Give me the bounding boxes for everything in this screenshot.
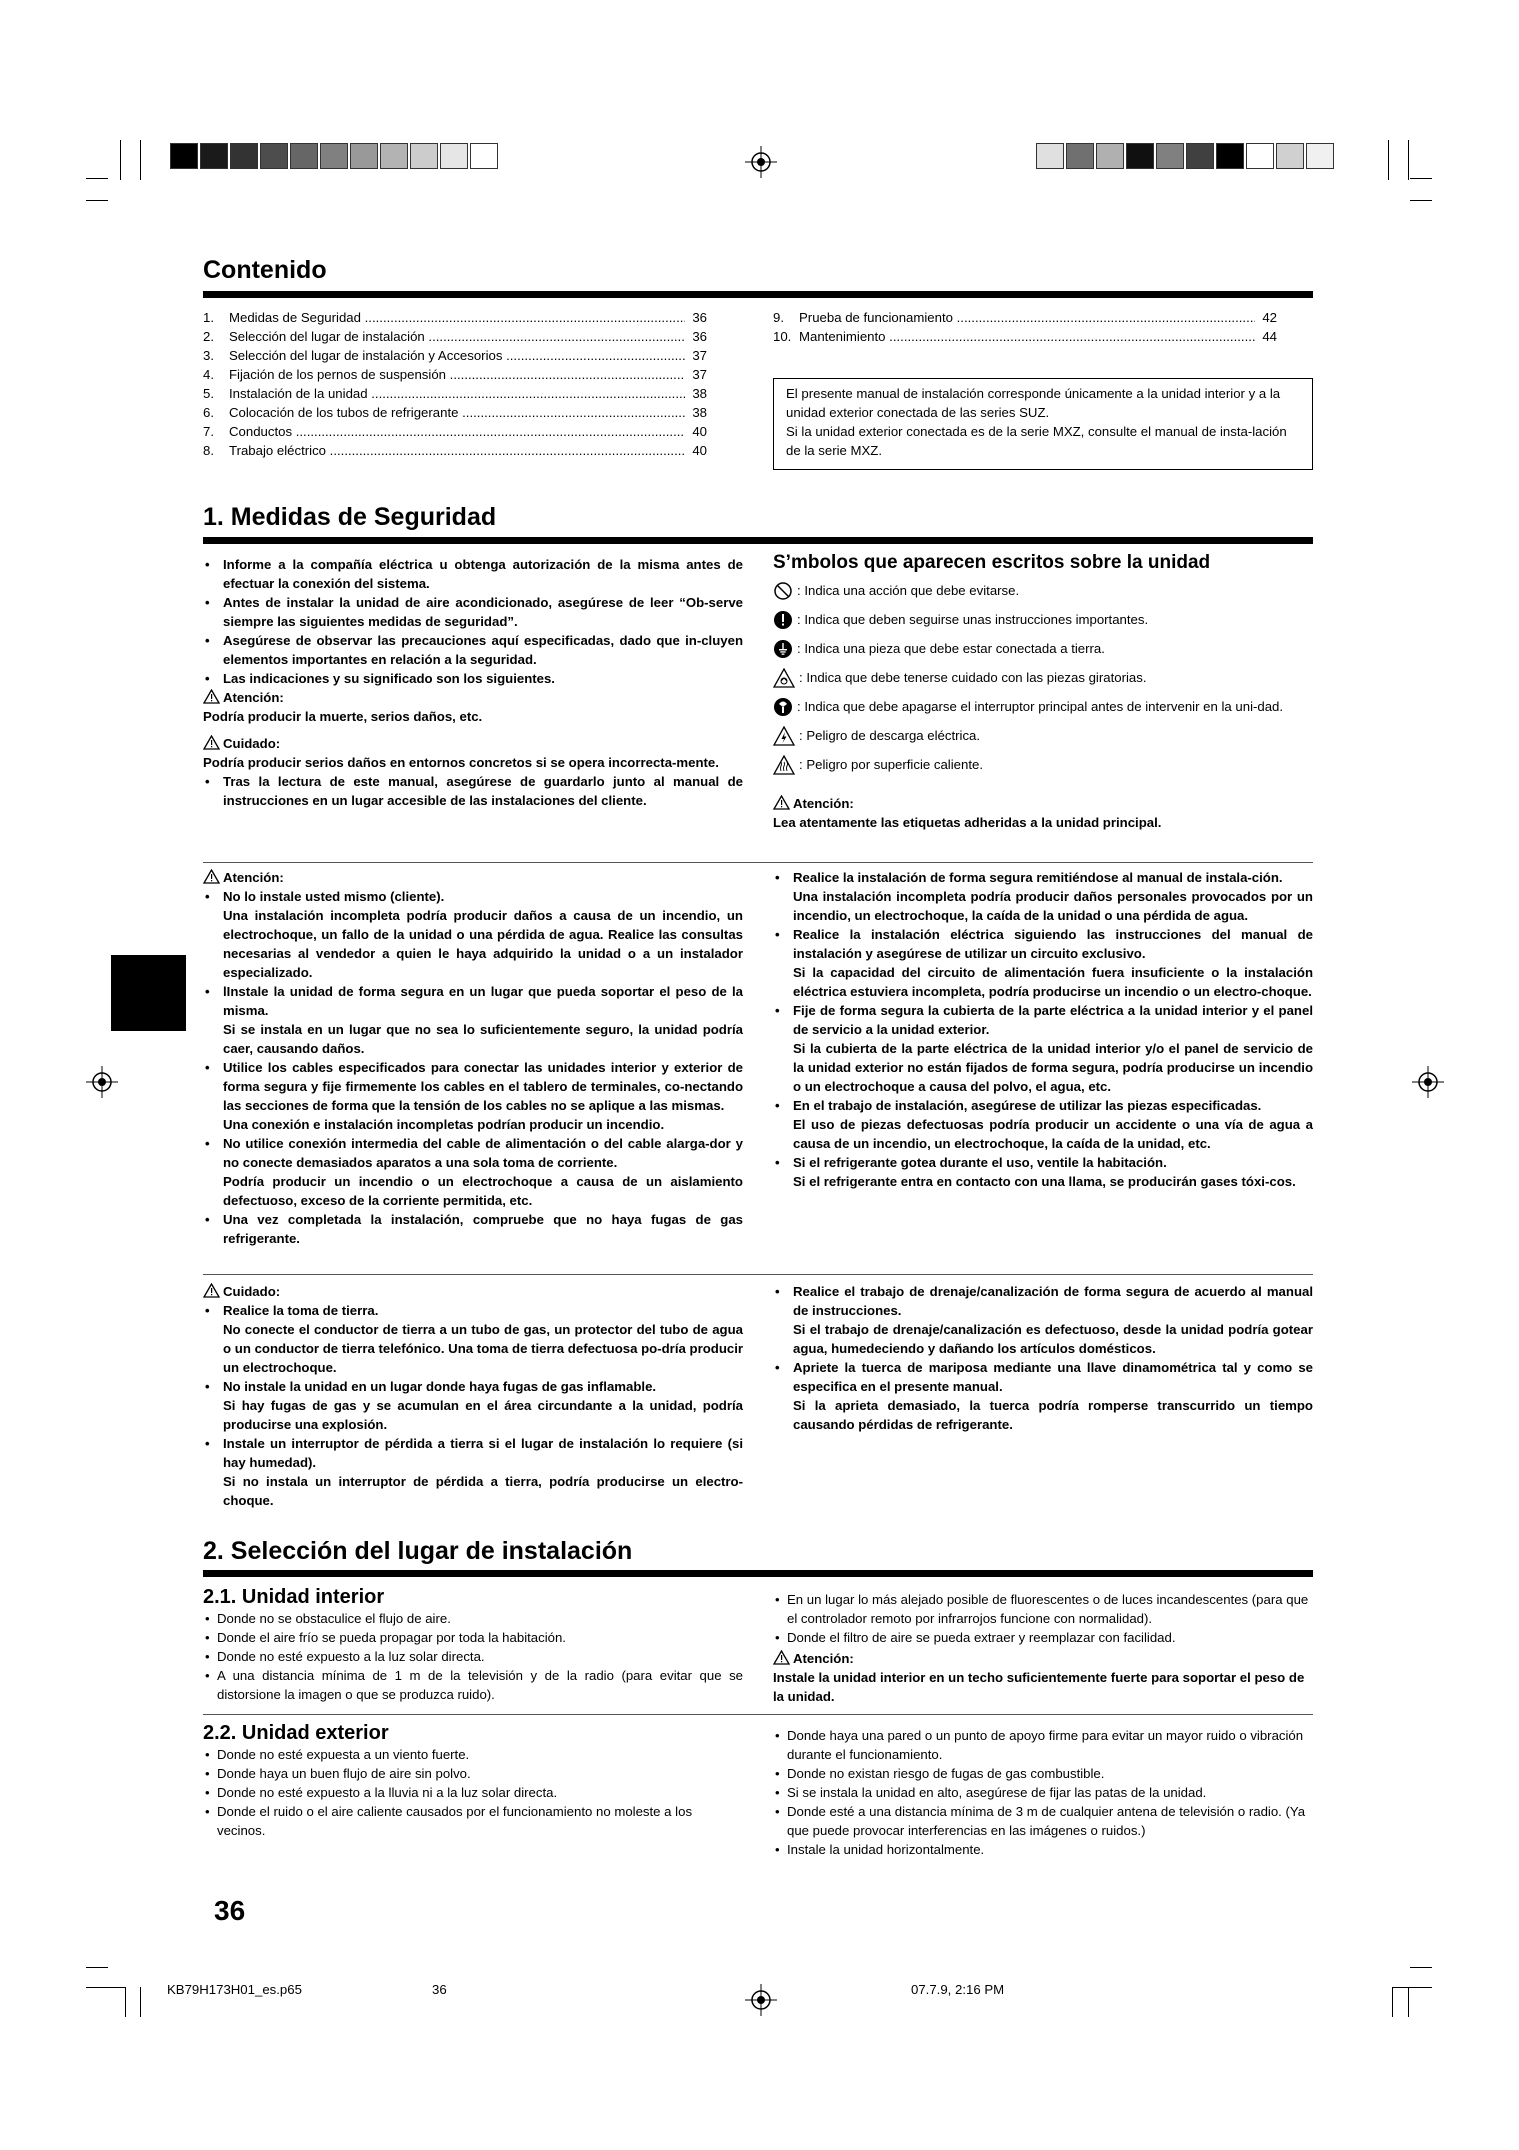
symbol-text: : Indica que debe tenerse cuidado con las piezas giratorias. (799, 670, 1147, 685)
toc-label: Selección del lugar de instalación y Accesorios ..... (229, 346, 685, 365)
sym-atencion-text: Lea atentamente las etiquetas adheridas a la unidad principal. (773, 815, 1162, 830)
toc-label: Prueba de funcionamiento ..... (799, 308, 1255, 327)
symbol-text: : Indica que deben seguirse unas instrucciones importantes. (797, 612, 1149, 627)
divider (203, 862, 1313, 863)
s2-2-right (773, 1726, 1313, 1859)
section-2-rule (203, 1570, 1313, 1577)
toc-note-box (773, 378, 1313, 470)
toc-entry (203, 422, 707, 441)
item-text: Si la cubierta de la parte eléctrica de la unidad interior y/o el panel de servicio de la unidad exterior no están fijados de forma segura, podría producirse un incendio o un electrochoque a causa del polvo, el agua, etc. (793, 1041, 1313, 1094)
toc-page: 38 (692, 405, 707, 420)
crop-mark (140, 1987, 141, 2017)
caution-item (773, 1282, 1313, 1358)
warning-item (773, 1153, 1313, 1191)
toc-title: Contenido (203, 256, 327, 284)
location-item: • Donde esté a una distancia mínima de 3 m de cualquier antena de televisión o radio. (Ya que puede provocar interferencias en las imágenes o ruidos.) (773, 1802, 1313, 1840)
toc-num: 8. (203, 443, 214, 458)
warning-icon (203, 689, 220, 704)
toc-page: 36 (692, 310, 707, 325)
warning-item (203, 1210, 743, 1248)
item-heading: No instale la unidad en un lugar donde haya fugas de gas inflamable. (223, 1379, 657, 1394)
symbols-title: S’mbolos que aparecen escritos sobre la unidad (773, 552, 1211, 573)
warning-item (203, 1058, 743, 1134)
language-tab (111, 955, 186, 1031)
toc-note: El presente manual de instalación corresponde únicamente a la unidad interior y a la unidad exterior conectada de las series SUZ. Si la unidad exterior conectada es de la serie MXZ, consulte el manual de insta-lación de la serie MXZ. (786, 386, 1287, 458)
sym-atencion-label: Atención: (793, 796, 854, 811)
divider (203, 1274, 1313, 1275)
page-number: 36 (214, 1895, 246, 1926)
toc-num: 5. (203, 386, 214, 401)
toc-num: 9. (773, 310, 784, 325)
registration-target-icon (1412, 1066, 1444, 1098)
location-item: • Donde el filtro de aire se pueda extraer y reemplazar con facilidad. (773, 1628, 1313, 1647)
subsection-2-1-title: 2.1. Unidad interior (203, 1586, 385, 1608)
crop-mark (86, 200, 108, 201)
footer-date: 07.7.9, 2:16 PM (911, 1982, 1005, 1997)
s2-1-right (773, 1590, 1313, 1706)
crop-mark (86, 1987, 126, 1988)
section-1-title: 1. Medidas de Seguridad (203, 503, 497, 531)
location-item: • Donde no esté expuesta a un viento fuerte. (203, 1745, 743, 1764)
symbol-text: : Indica que debe apagarse el interruptor principal antes de intervenir en la uni-dad. (797, 699, 1284, 714)
crop-mark (125, 1987, 126, 2017)
atencion-text: Podría producir la muerte, serios daños, etc. (203, 709, 483, 724)
toc-entry (203, 384, 707, 403)
toc-num: 7. (203, 424, 214, 439)
warning-item (203, 982, 743, 1058)
toc-num: 1. (203, 310, 214, 325)
cuidado-text: Podría producir serios daños en entornos concretos si se opera incorrecta-mente. (203, 755, 719, 770)
item-text: Si la aprieta demasiado, la tuerca podría romperse transcurrido un tiempo causando pérdidas de refrigerante. (793, 1398, 1313, 1432)
crop-mark (1388, 140, 1389, 180)
item-text: El uso de piezas defectuosas podría producir un accidente o una vía de agua a causa de un incendio, un electrochoque, la caída de la unidad, etc. (793, 1117, 1313, 1151)
location-item: • Donde haya una pared o un punto de apoyo firme para evitar un mayor ruido o vibración durante el funcionamiento. (773, 1726, 1313, 1764)
item-text: Una instalación incompleta podría producir daños personales provocados por un incendio, un electrochoque, la caída de la unidad o una pérdida de agua. (793, 889, 1313, 923)
crop-mark (1392, 1987, 1432, 1988)
symbols-panel (773, 552, 1313, 832)
warning-item (773, 925, 1313, 1001)
divider (203, 1714, 1313, 1715)
toc-entry (203, 308, 707, 327)
item-heading: Realice la toma de tierra. (223, 1303, 379, 1318)
crop-mark (86, 178, 108, 179)
location-item: • Donde no esté expuesto a la lluvia ni a la luz solar directa. (203, 1783, 743, 1802)
toc-entry (773, 327, 1277, 346)
item-heading: Apriete la tuerca de mariposa mediante una llave dinamométrica tal y como se especifica en el presente manual. (793, 1360, 1313, 1394)
toc-num: 10. (773, 329, 792, 344)
toc-page: 37 (692, 367, 707, 382)
warning-item (203, 887, 743, 982)
crop-mark (1410, 200, 1432, 201)
item-heading: En el trabajo de instalación, asegúrese de utilizar las piezas especificadas. (793, 1098, 1262, 1113)
section-1-rule (203, 537, 1313, 544)
item-heading: Instale un interruptor de pérdida a tierra si el lugar de instalación lo requiere (si hay humedad). (223, 1436, 743, 1470)
toc-label: Medidas de Seguridad ..... (229, 308, 685, 327)
item-text: Si se instala en un lugar que no sea lo suficientemente seguro, la unidad podría caer, causando daños. (223, 1022, 743, 1056)
location-item: • En un lugar lo más alejado posible de fluorescentes o de luces incandescentes (para que el controlador remoto por infrarrojos funcione con normalidad). (773, 1590, 1313, 1628)
item-heading: Si el refrigerante gotea durante el uso, ventile la habitación. (793, 1155, 1167, 1170)
item-text: Una conexión e instalación incompletas podrían producir un incendio. (223, 1117, 665, 1132)
crop-mark (1410, 1967, 1432, 1968)
symbol-text: : Peligro por superficie caliente. (799, 757, 983, 772)
location-item: • Instale la unidad horizontalmente. (773, 1840, 1313, 1859)
footer-file: KB79H173H01_es.p65 (167, 1982, 302, 1997)
cuidado-label: Cuidado: (223, 736, 281, 751)
item-text: Una instalación incompleta podría producir daños a causa de un incendio, un electrochoque, un fallo de la unidad o una pérdida de agua. Realice las consultas necesarias al vendedor a quien le haya adquirido la unidad o a un instalador especializado. (223, 908, 743, 980)
caution-block-right (773, 1282, 1313, 1434)
s2-atencion-label: Atención: (793, 1651, 854, 1666)
toc-page: 40 (692, 424, 707, 439)
warning-block-left (203, 868, 743, 1248)
location-item: • Donde el ruido o el aire caliente causados por el funcionamiento no moleste a los vecinos. (203, 1802, 743, 1840)
item-heading: No lo instale usted mismo (cliente). (223, 889, 445, 904)
s2-1-left (203, 1586, 743, 1704)
symbol-text: : Indica una acción que debe evitarse. (797, 583, 1020, 598)
location-item: • Donde no existan riesgo de fugas de gas combustible. (773, 1764, 1313, 1783)
toc-entry (203, 365, 707, 384)
color-bar-right (1036, 143, 1336, 169)
toc-page: 38 (692, 386, 707, 401)
s2-atencion-text: Instale la unidad interior en un techo suficientemente fuerte para soportar el peso de la unidad. (773, 1670, 1305, 1704)
item-text: Si el trabajo de drenaje/canalización es defectuoso, desde la unidad podría gotear agua, humedeciendo y dañando los artículos domésticos. (793, 1322, 1313, 1356)
warning-icon (203, 1283, 220, 1298)
subsection-2-2-title: 2.2. Unidad exterior (203, 1722, 389, 1744)
crop-mark (120, 140, 121, 180)
warning-block-right (773, 868, 1313, 1191)
intro-item: • Las indicaciones y su significado son los siguientes. (203, 669, 743, 688)
warning-item (773, 1096, 1313, 1153)
item-text: Si hay fugas de gas y se acumulan en el área circundante a la unidad, podría producirse una explosión. (223, 1398, 743, 1432)
item-heading: Realice la instalación eléctrica siguiendo las instrucciones del manual de instalación y asegúrese de utilizar un circuito exclusivo. (793, 927, 1313, 961)
location-item: • Donde haya un buen flujo de aire sin polvo. (203, 1764, 743, 1783)
crop-mark (86, 1967, 108, 1968)
toc-num: 4. (203, 367, 214, 382)
crop-mark (140, 140, 141, 180)
toc-label: Instalación de la unidad ..... (229, 384, 685, 403)
toc-entry (203, 346, 707, 365)
warning-label: Atención: (223, 870, 284, 885)
warning-icon (203, 869, 220, 884)
caution-label: Cuidado: (223, 1284, 281, 1299)
toc-left (203, 308, 707, 460)
section-2-title: 2. Selección del lugar de instalación (203, 1537, 633, 1565)
caution-item (773, 1358, 1313, 1434)
warning-icon (773, 1650, 790, 1665)
toc-label: Mantenimiento ..... (799, 327, 1255, 346)
toc-label: Trabajo eléctrico ..... (229, 441, 685, 460)
color-bar-left (170, 143, 500, 169)
s1-intro (203, 555, 743, 810)
toc-num: 3. (203, 348, 214, 363)
caution-item (203, 1301, 743, 1377)
instruction-icon (773, 610, 793, 630)
item-heading: No utilice conexión intermedia del cable de alimentación o del cable alarga-dor y no conecte demasiados aparatos a una sola toma de corriente. (223, 1136, 743, 1170)
toc-label: Conductos ..... (229, 422, 685, 441)
intro-item: • Informe a la compañía eléctrica u obtenga autorización de la misma antes de efectuar la conexión del sistema. (203, 555, 743, 593)
symbol-text: : Peligro de descarga eléctrica. (799, 728, 981, 743)
warning-icon (773, 795, 790, 810)
location-item: • Donde no esté expuesto a la luz solar directa. (203, 1647, 743, 1666)
item-heading: Utilice los cables especificados para conectar las unidades interior y exterior de forma segura y fije firmemente los cables en el tablero de terminales, co-nectando las secciones de forma que la tensión de los cables no se aplique a las mismas. (223, 1060, 743, 1113)
toc-label: Selección del lugar de instalación ..... (229, 327, 685, 346)
atencion-label: Atención: (223, 690, 284, 705)
toc-entry (203, 327, 707, 346)
toc-page: 42 (1262, 310, 1277, 325)
location-item: • Donde el aire frío se pueda propagar por toda la habitación. (203, 1628, 743, 1647)
toc-entry (773, 308, 1277, 327)
crop-mark (1392, 1987, 1393, 2017)
footer-page: 36 (432, 1982, 447, 1997)
item-text: No conecte el conductor de tierra a un tubo de gas, un protector del tubo de agua o un conductor de tierra telefónico. Una toma de tierra defectuosa po-dría producir un electrochoque. (223, 1322, 743, 1375)
crop-mark (1410, 178, 1432, 179)
location-item: • A una distancia mínima de 1 m de la televisión y de la radio (para evitar que se distorsione la imagen o que se produzca ruido). (203, 1666, 743, 1704)
item-text: Si la capacidad del circuito de alimentación fuera insuficiente o la instalación eléctrica estuviera incompleta, podría producirse un incendio o un electro-choque. (793, 965, 1313, 999)
toc-num: 2. (203, 329, 214, 344)
item-heading: Realice la instalación de forma segura remitiéndose al manual de instala-ción. (793, 870, 1283, 885)
crop-mark (1408, 140, 1409, 180)
toc-right (773, 308, 1277, 346)
symbol-text: : Indica una pieza que debe estar conectada a tierra. (797, 641, 1105, 656)
item-heading: Fije de forma segura la cubierta de la parte eléctrica a la unidad interior y el panel de servicio a la unidad exterior. (793, 1003, 1313, 1037)
after-reading-note: • Tras la lectura de este manual, asegúrese de guardarlo junto al manual de instrucciones en un lugar accesible de las instalaciones del cliente. (203, 772, 743, 810)
toc-page: 36 (692, 329, 707, 344)
intro-item: • Asegúrese de observar las precauciones aquí especificadas, dado que in-cluyen elementos importantes en relación a la seguridad. (203, 631, 743, 669)
hot-surface-icon (773, 755, 795, 775)
warning-item (773, 1001, 1313, 1096)
toc-num: 6. (203, 405, 214, 420)
toc-label: Colocación de los tubos de refrigerante ..... (229, 403, 685, 422)
warning-icon (203, 735, 220, 750)
warning-item (773, 868, 1313, 925)
location-item: • Si se instala la unidad en alto, asegúrese de fijar las patas de la unidad. (773, 1783, 1313, 1802)
item-heading: lInstale la unidad de forma segura en un lugar que pueda soportar el peso de la misma. (223, 984, 743, 1018)
warning-item (203, 1134, 743, 1210)
toc-page: 40 (692, 443, 707, 458)
intro-item: • Antes de instalar la unidad de aire acondicionado, asegúrese de leer “Ob-serve siempre las siguientes medidas de seguridad”. (203, 593, 743, 631)
caution-item (203, 1434, 743, 1510)
toc-page: 37 (692, 348, 707, 363)
caution-item (203, 1377, 743, 1434)
toc-entry (203, 403, 707, 422)
item-heading: Una vez completada la instalación, compruebe que no haya fugas de gas refrigerante. (223, 1212, 743, 1246)
s2-2-left (203, 1722, 743, 1840)
electric-shock-icon (773, 726, 795, 746)
caution-block-left (203, 1282, 743, 1510)
location-item: • Donde no se obstaculice el flujo de aire. (203, 1609, 743, 1628)
ground-icon (773, 639, 793, 659)
registration-target-icon (745, 1984, 777, 2016)
item-text: Si el refrigerante entra en contacto con una llama, se producirán gases tóxi-cos. (793, 1174, 1296, 1189)
registration-target-icon (745, 146, 777, 178)
power-off-icon (773, 697, 793, 717)
item-text: Si no instala un interruptor de pérdida a tierra, podría producirse un electro-choque. (223, 1474, 743, 1508)
crop-mark (1408, 1987, 1409, 2017)
toc-entry (203, 441, 707, 460)
rotating-parts-icon (773, 668, 795, 688)
toc-label: Fijación de los pernos de suspensión ..... (229, 365, 685, 384)
item-heading: Realice el trabajo de drenaje/canalización de forma segura de acuerdo al manual de instrucciones. (793, 1284, 1313, 1318)
prohibited-icon (773, 581, 793, 601)
registration-target-icon (86, 1066, 118, 1098)
toc-page: 44 (1262, 329, 1277, 344)
item-text: Podría producir un incendio o un electrochoque a causa de un aislamiento defectuoso, exceso de la corriente permitida, etc. (223, 1174, 743, 1208)
toc-rule (203, 291, 1313, 298)
